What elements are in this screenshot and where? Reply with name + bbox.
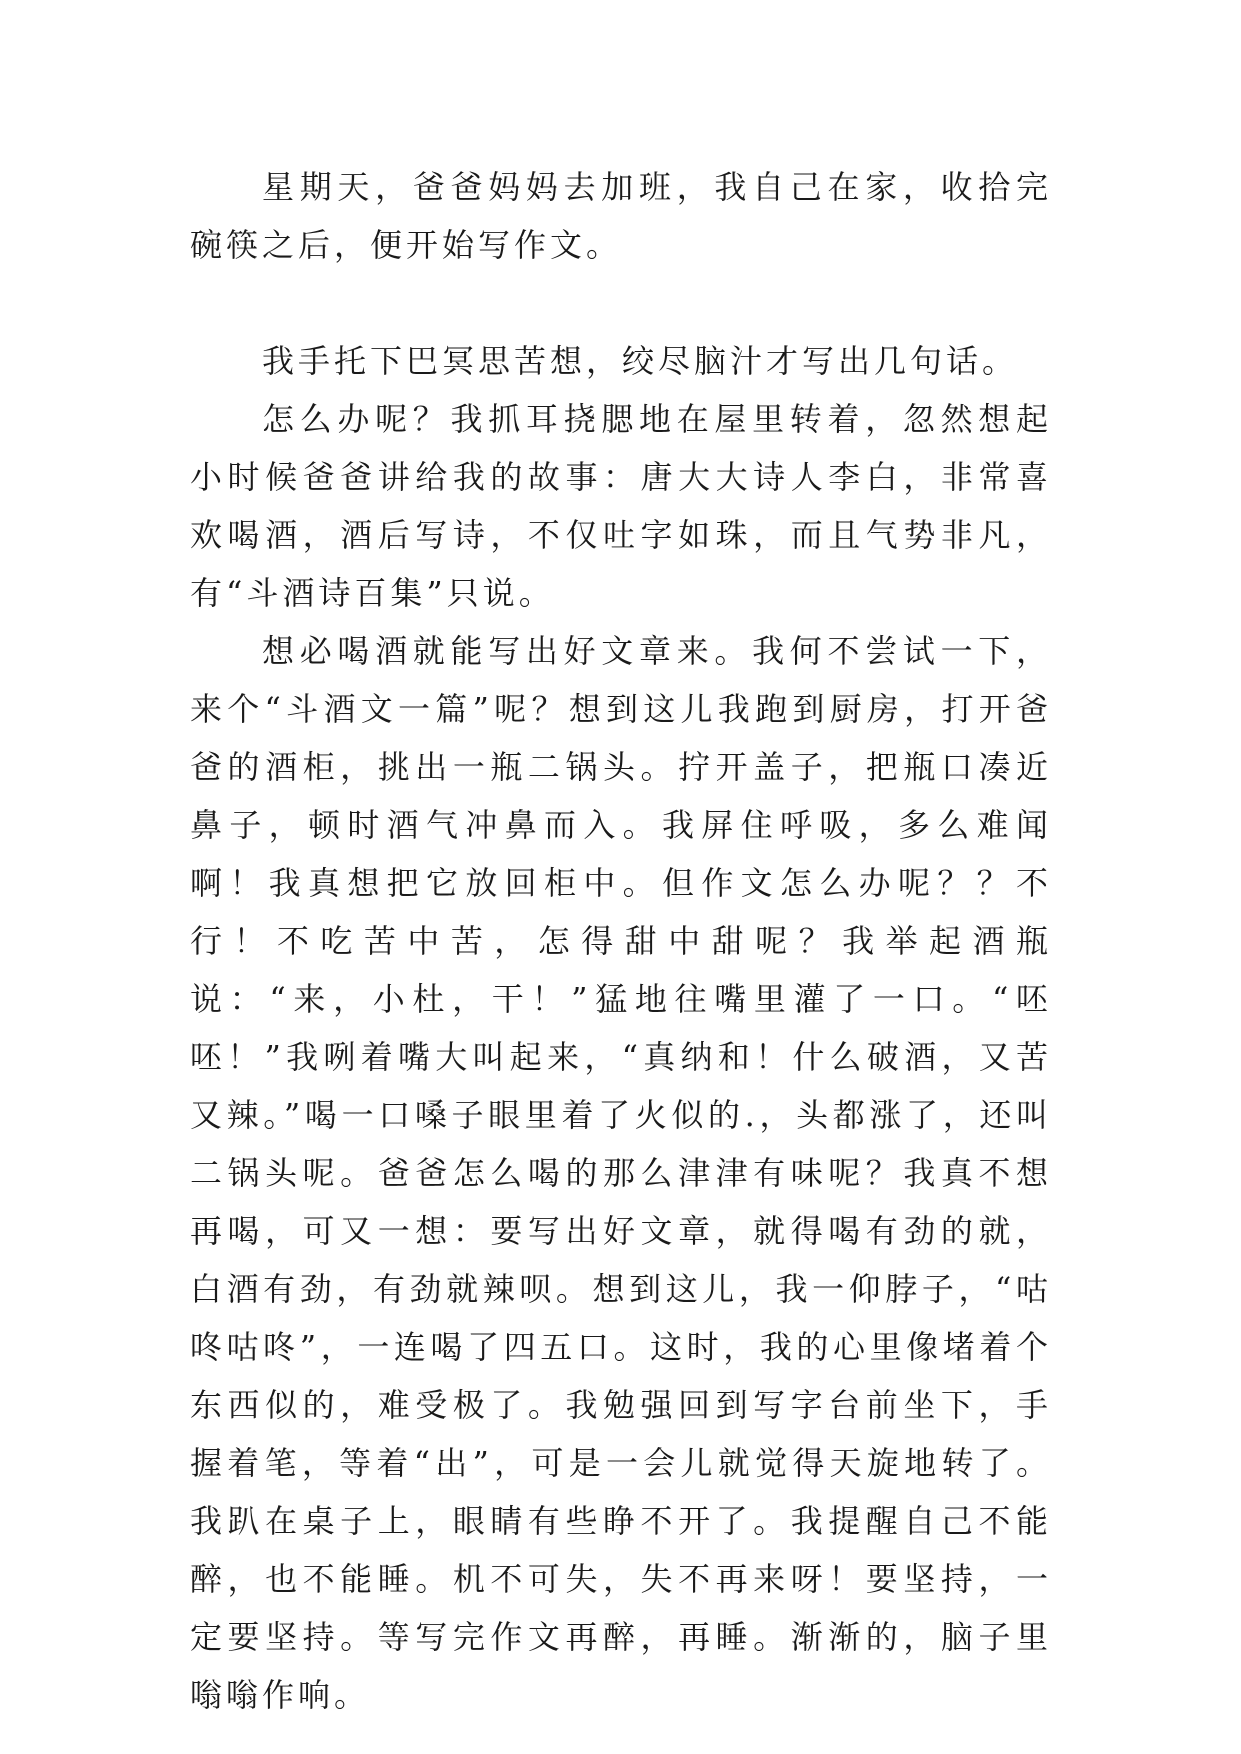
paragraph-2: 我手托下巴冥思苦想，绞尽脑汁才写出几句话。 [262, 342, 1019, 380]
paragraph-3: 怎么办呢？我抓耳挠腮地在屋里转着，忽然想起小时候爸爸讲给我的故事：唐大大诗人李白，非常喜欢喝酒，酒后写诗，不仅吐字如珠，而且气势非凡，有“斗酒诗百集”只说。 [190, 400, 1052, 612]
paragraph-gap [190, 274, 1052, 332]
paragraph-4: 想必喝酒就能写出好文章来。我何不尝试一下，来个“斗酒文一篇”呢？想到这儿我跑到厨房，打开爸爸的酒柜，挑出一瓶二锅头。拧开盖子，把瓶口凑近鼻子，顿时酒气冲鼻而入。我屏住呼吸，多么难闻啊！我真想把它放回柜中。但作文怎么办呢？？不行！不吃苦中苦，怎得甜中甜呢？我举起酒瓶说：“来，小杜，干！”猛地往嘴里灌了一口。“呸呸！”我咧着嘴大叫起来，“真纳和！什么破酒，又苦又辣。”喝一口嗓子眼里着了火似的.，头都涨了，还叫二锅头呢。爸爸怎么喝的那么津津有味呢？我真不想再喝，可又一想：要写出好文章，就得喝有劲的就，白酒有劲，有劲就辣呗。想到这儿，我一仰脖子，“咕咚咕咚”，一连喝了四五口。这时，我的心里像堵着个东西似的，难受极了。我勉强回到写字台前坐下，手握着笔，等着“出”，可是一会儿就觉得天旋地转了。我趴在桌子上，眼睛有些睁不开了。我提醒自己不能醉，也不能睡。机不可失，失不再来呀！要坚持，一定要坚持。等写完作文再醉，再睡。渐渐的，脑子里嗡嗡作响。 [190, 632, 1052, 1714]
paragraph-1: 星期天，爸爸妈妈去加班，我自己在家，收拾完碗筷之后，便开始写作文。 [190, 168, 1052, 264]
document-body [190, 158, 1052, 1724]
